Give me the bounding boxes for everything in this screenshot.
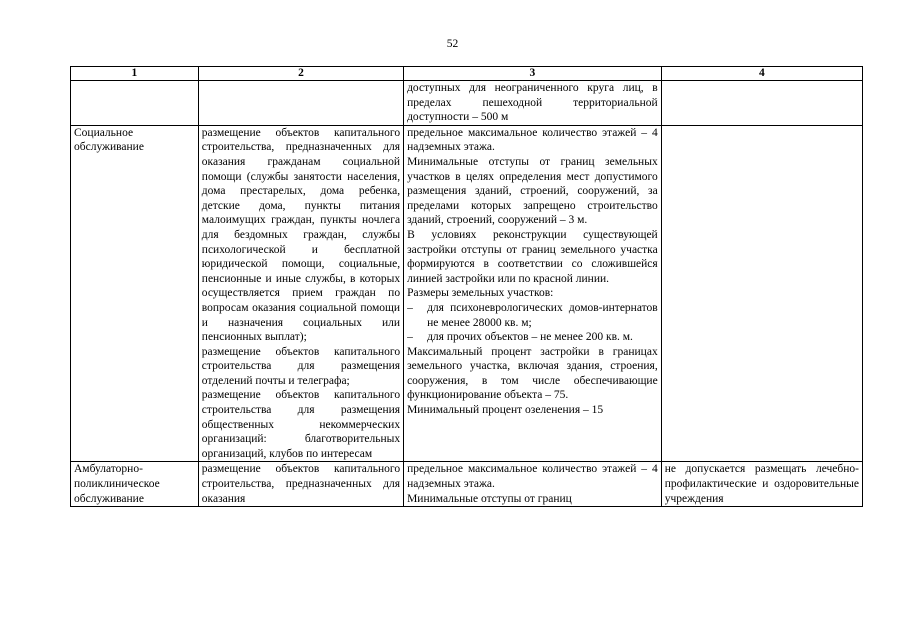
cell-restrictions: не допускается размещать лечебно-профилактические и оздоровительные учреждения [661,462,862,507]
cell-restrictions [661,81,862,126]
paragraph: предельное максимальное количество этажей – 4 надземных этажа. [407,126,658,154]
table-row [71,81,863,126]
cell-use-description: размещение объектов капитального строительства, предназначенных для оказания [198,462,403,507]
header-cell-4: 4 [661,67,862,81]
paragraph: Минимальные отступы от границ земельных участков в целях определения мест допустимого размещения зданий, строений, сооружений, за пределами которых запрещено строительство зданий, строений, сооружений – 3 м. [407,155,658,227]
paragraph: Минимальный процент озеленения – 15 [407,404,604,417]
list-item-text: для психоневрологических домов-интернатов не менее 28000 кв. м; [427,301,658,329]
list-item-text: для прочих объектов – не менее 200 кв. м. [427,331,633,344]
paragraph: Размеры земельных участков: [407,287,554,300]
paragraph: размещение объектов капитального строительства для размещения отделений почты и телеграфа; [201,345,401,387]
table-header-row [71,67,863,81]
cell-restrictions [661,125,862,462]
cell-use-type: Социальное обслуживание [71,125,199,462]
cell-use-type: Амбулаторно-поликлиническое обслуживание [71,462,199,507]
cell-use-type [71,81,199,126]
paragraph: В условиях реконструкции существующей застройки отступы от границ земельного участка формируются в соответствии со сложившейся линией застройки или по красной линии. [407,228,658,285]
list-dash: – [407,331,413,344]
list-item [407,330,658,345]
table-row [71,125,863,462]
regulations-table [70,66,863,507]
header-cell-2: 2 [198,67,403,81]
cell-parameters: доступных для неограниченного круга лиц, в пределах пешеходной территориальной доступности – 500 м [404,81,662,126]
paragraph: размещение объектов капитального строительства для размещения общественных некоммерческих организаций: благотворительных организаций, клубов по интересам [201,389,401,460]
header-cell-1: 1 [71,67,199,81]
list-dash: – [407,301,413,314]
page-number: 52 [446,38,459,50]
cell-use-description [198,125,403,462]
paragraph: предельное максимальное количество этажей – 4 надземных этажа. [407,463,658,491]
header-cell-3: 3 [404,67,662,81]
paragraph: Минимальные отступы от границ [407,492,572,505]
cell-parameters [404,462,662,507]
paragraph: размещение объектов капитального строительства, предназначенных для оказания гражданам социальной помощи (службы занятости населения, дома престарелых, дома ребенка, детские дома, пункты питания малоимущих граждан, пункты ночлега для бездомных граждан, службы психологической и бесплатной юридической помощи, социальные, пенсионные и иные службы, в которых осуществляется прием граждан по вопросам оказания социальной помощи и назначения социальных или пенсионных выплат); [201,126,401,344]
cell-parameters [404,125,662,462]
cell-use-description [198,81,403,126]
paragraph: Максимальный процент застройки в границах земельного участка, включая здания, строения, сооружения, в том числе обеспечивающие функционирование объекта – 75. [407,345,658,402]
table-row [71,462,863,507]
list-item [407,301,658,330]
